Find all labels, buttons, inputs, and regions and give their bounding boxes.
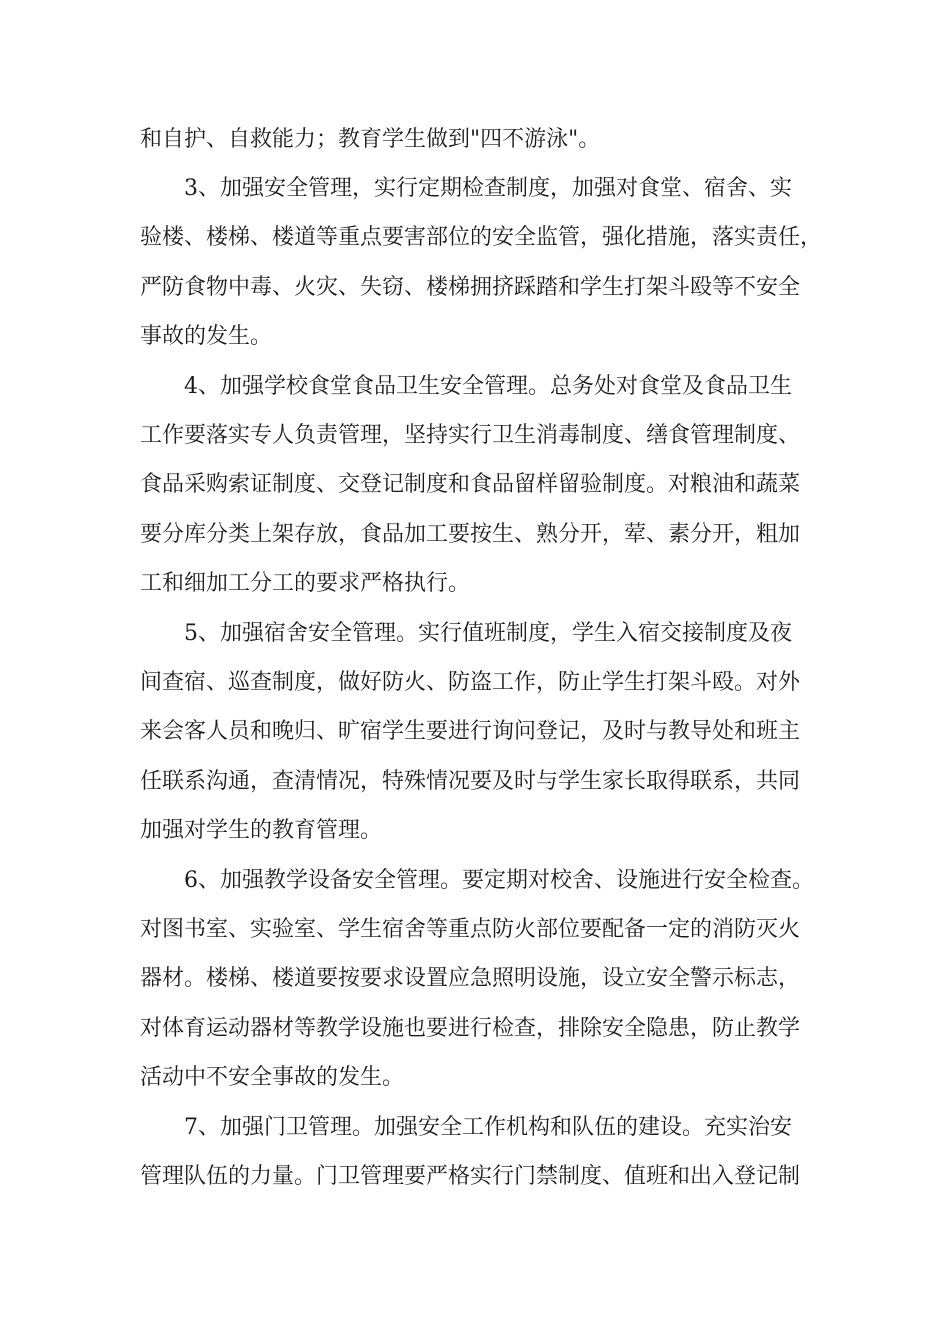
text-line: 严防食物中毒、火灾、失窃、楼梯拥挤踩踏和学生打架斗殴等不安全 (140, 275, 801, 300)
text-line: 加强对学生的教育管理。 (140, 818, 383, 843)
text-line: 5、加强宿舍安全管理。实行值班制度，学生入宿交接制度及夜 (184, 621, 792, 646)
text-line: 6、加强教学设备安全管理。要定期对校舍、设施进行安全检查。 (184, 868, 814, 893)
text-line: 4、加强学校食堂食品卫生安全管理。总务处对食堂及食品卫生 (184, 374, 792, 399)
text-line: 对图书室、实验室、学生宿舍等重点防火部位要配备一定的消防灭火 (140, 917, 801, 942)
text-line: 工作要落实专人负责管理，坚持实行卫生消毒制度、缮食管理制度、 (140, 423, 801, 448)
text-line: 管理队伍的力量。门卫管理要严格实行门禁制度、值班和出入登记制 (140, 1164, 801, 1189)
text-line: 对体育运动器材等教学设施也要进行检查，排除安全隐患，防止教学 (140, 1016, 801, 1041)
text-line: 工和细加工分工的要求严格执行。 (140, 571, 471, 596)
text-line: 器材。楼梯、楼道要按要求设置应急照明设施，设立安全警示标志， (140, 966, 801, 991)
text-line: 要分库分类上架存放，食品加工要按生、熟分开，荤、素分开，粗加 (140, 522, 801, 547)
text-line: 食品采购索证制度、交登记制度和食品留样留验制度。对粮油和蔬菜 (140, 472, 801, 497)
text-line: 验楼、楼梯、楼道等重点要害部位的安全监管，强化措施，落实责任， (140, 225, 823, 250)
text-line: 活动中不安全事故的发生。 (140, 1065, 405, 1090)
text-line: 来会客人员和晚归、旷宿学生要进行询问登记，及时与教导处和班主 (140, 719, 801, 744)
text-line: 任联系沟通，查清情况，特殊情况要及时与学生家长取得联系，共同 (140, 769, 801, 794)
text-line: 7、加强门卫管理。加强安全工作机构和队伍的建设。充实治安 (184, 1115, 792, 1140)
text-line: 事故的发生。 (140, 324, 273, 349)
text-line: 和自护、自救能力；教育学生做到"四不游泳"。 (140, 127, 601, 152)
text-line: 3、加强安全管理，实行定期检查制度，加强对食堂、宿舍、实 (184, 176, 792, 201)
text-line: 间查宿、巡查制度，做好防火、防盗工作，防止学生打架斗殴。对外 (140, 670, 801, 695)
